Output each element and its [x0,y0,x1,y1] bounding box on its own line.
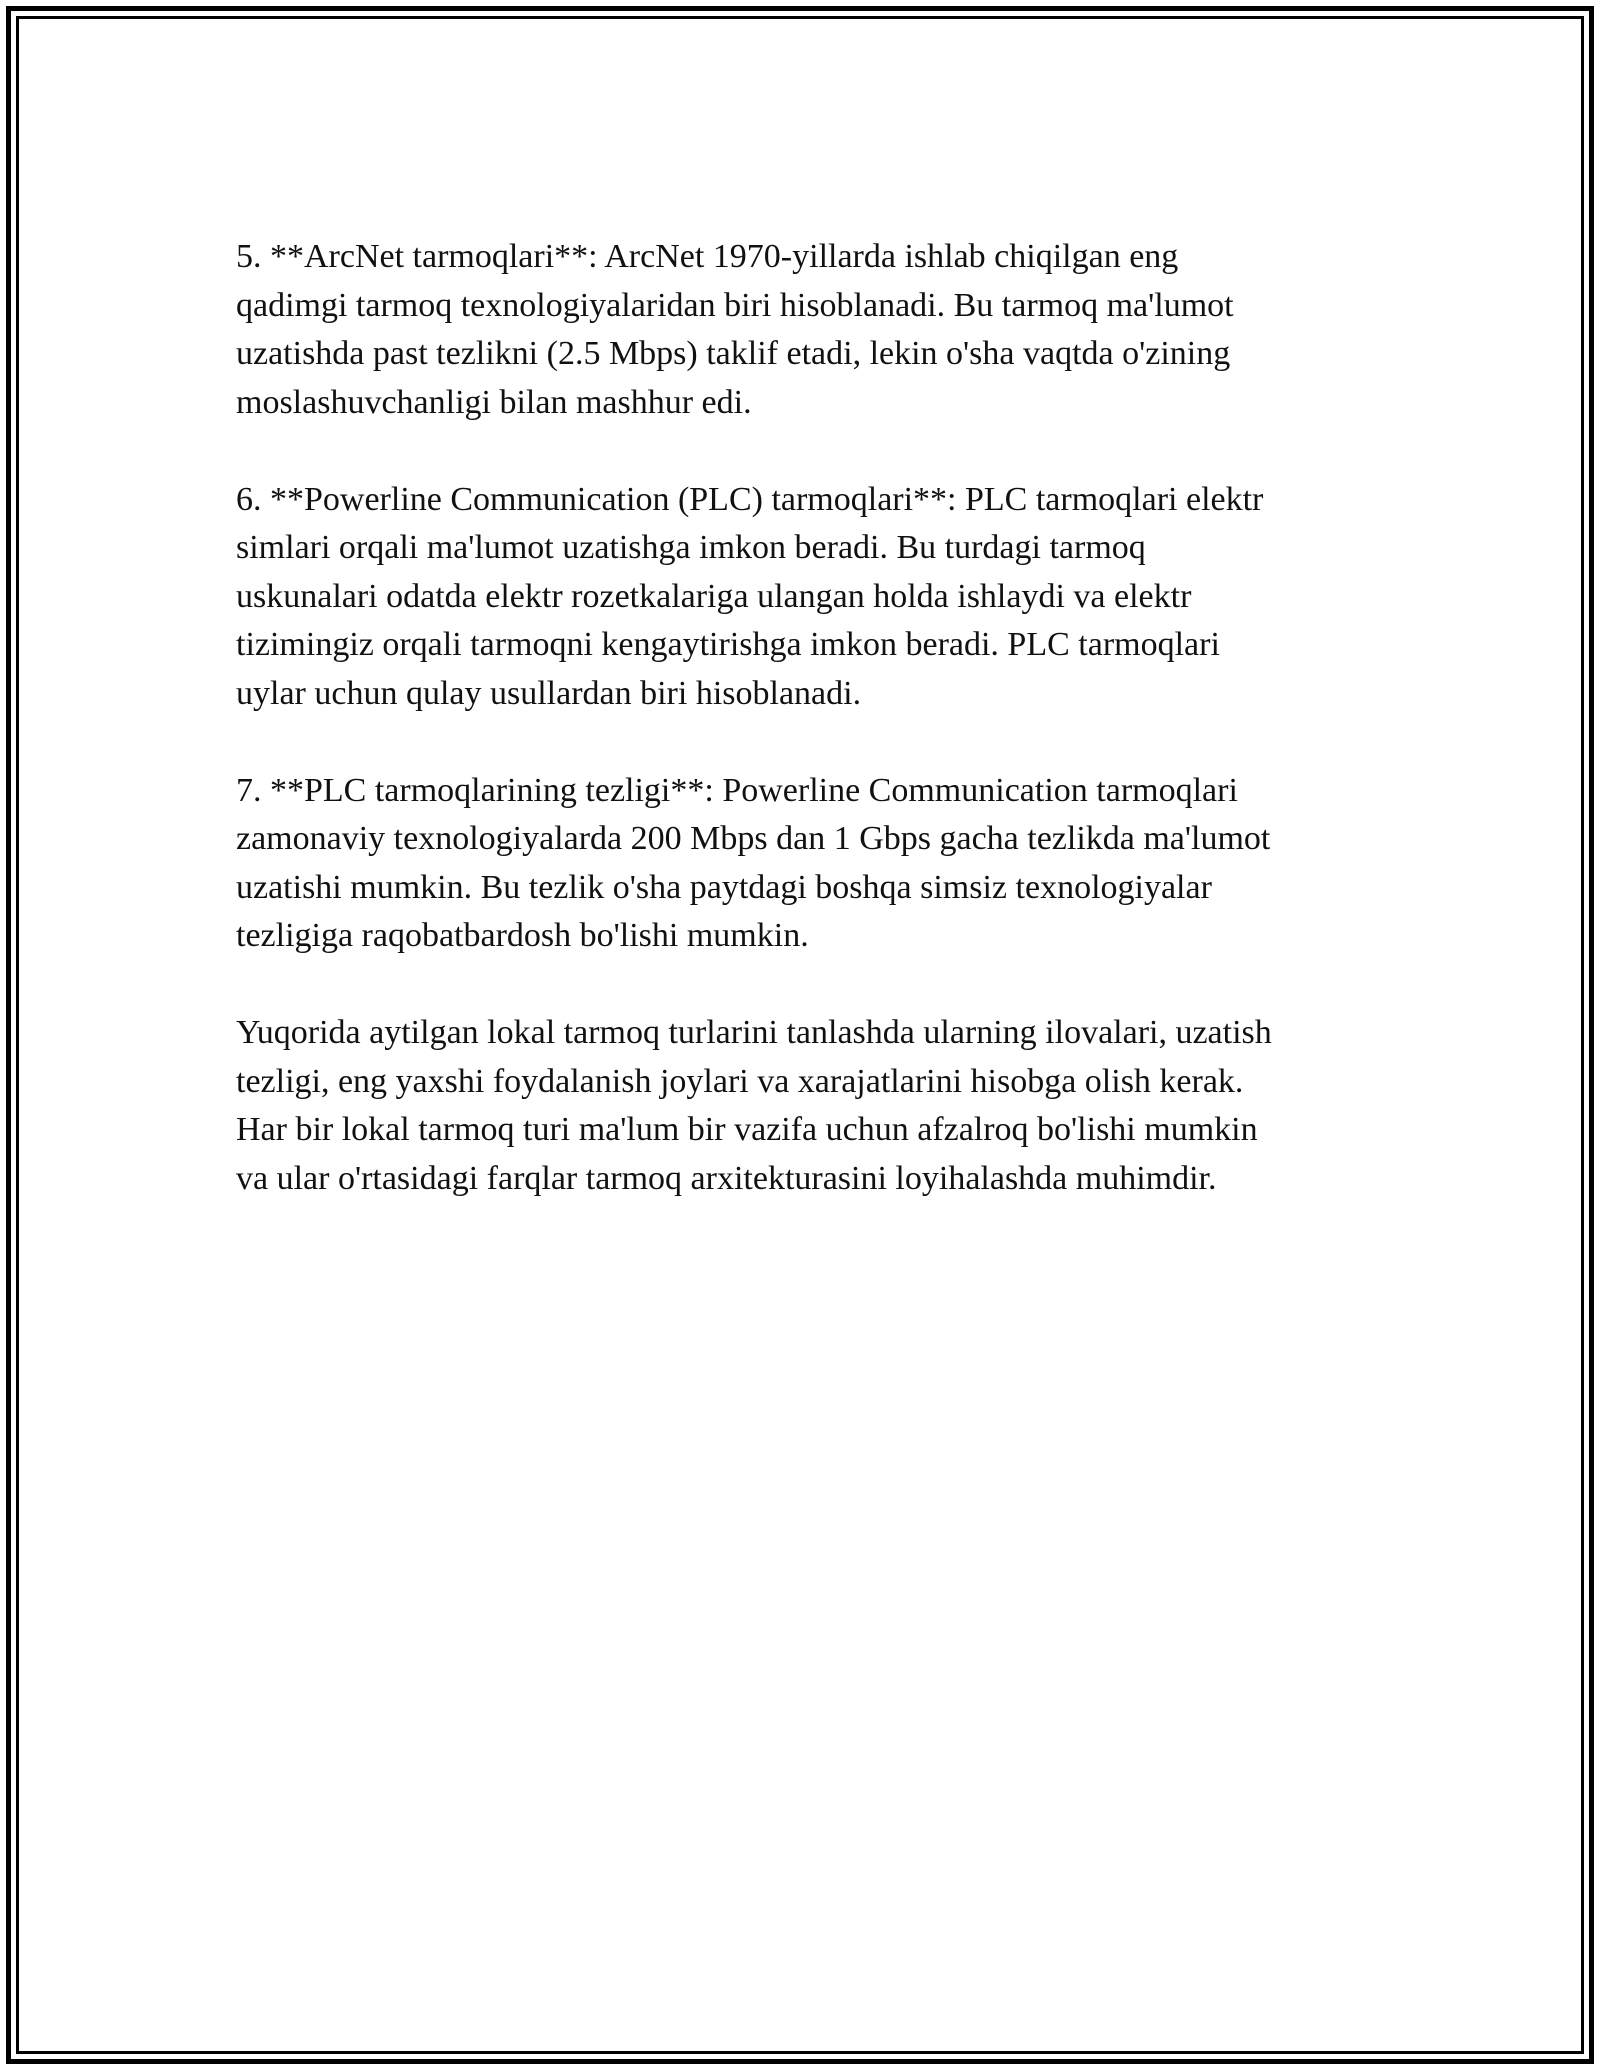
text-line: 7. **PLC tarmoqlarining tezligi**: Powerline Communication tarmoqlari [236,771,1238,809]
text-line: tizimingiz orqali tarmoqni kengaytirishga imkon beradi. PLC tarmoqlari [236,626,1220,663]
text-line: uskunalari odatda elektr rozetkalariga ulangan holda ishlaydi va elektr [236,577,1192,615]
document-body [236,233,1386,1252]
text-line: Har bir lokal tarmoq turi ma'lum bir vazifa uchun afzalroq bo'lishi mumkin [236,1111,1258,1148]
paragraph-arcnet [236,233,1386,427]
text-line: 5. **ArcNet tarmoqlari**: ArcNet 1970-yillarda ishlab chiqilgan eng [236,238,1179,275]
text-line: qadimgi tarmoq texnologiyalaridan biri hisoblanadi. Bu tarmoq ma'lumot [236,286,1234,324]
text-line: 6. **Powerline Communication (PLC) tarmoqlari**: PLC tarmoqlari elektr [236,480,1264,518]
text-line: va ular o'rtasidagi farqlar tarmoq arxitekturasini loyihalashda muhimdir. [236,1159,1217,1197]
paragraph-conclusion [236,1009,1386,1203]
text-line: uzatishda past tezlikni (2.5 Mbps) taklif etadi, lekin o'sha vaqtda o'zining [236,335,1231,372]
text-line: zamonaviy texnologiyalarda 200 Mbps dan 1 Gbps gacha tezlikda ma'lumot [236,820,1271,857]
text-line: tezligiga raqobatbardosh bo'lishi mumkin. [236,917,809,954]
paragraph-plc [236,476,1386,719]
text-line: uylar uchun qulay usullardan biri hisoblanadi. [236,674,862,712]
text-line: moslashuvchanligi bilan mashhur edi. [236,383,752,421]
text-line: Yuqorida aytilgan lokal tarmoq turlarini tanlashda ularning ilovalari, uzatish [236,1014,1272,1051]
text-line: tezligi, eng yaxshi foydalanish joylari va xarajatlarini hisobga olish kerak. [236,1062,1244,1100]
text-line: uzatishi mumkin. Bu tezlik o'sha paytdagi boshqa simsiz texnologiyalar [236,868,1212,906]
text-line: simlari orqali ma'lumot uzatishga imkon beradi. Bu turdagi tarmoq [236,529,1146,566]
paragraph-plc-speed [236,767,1386,961]
